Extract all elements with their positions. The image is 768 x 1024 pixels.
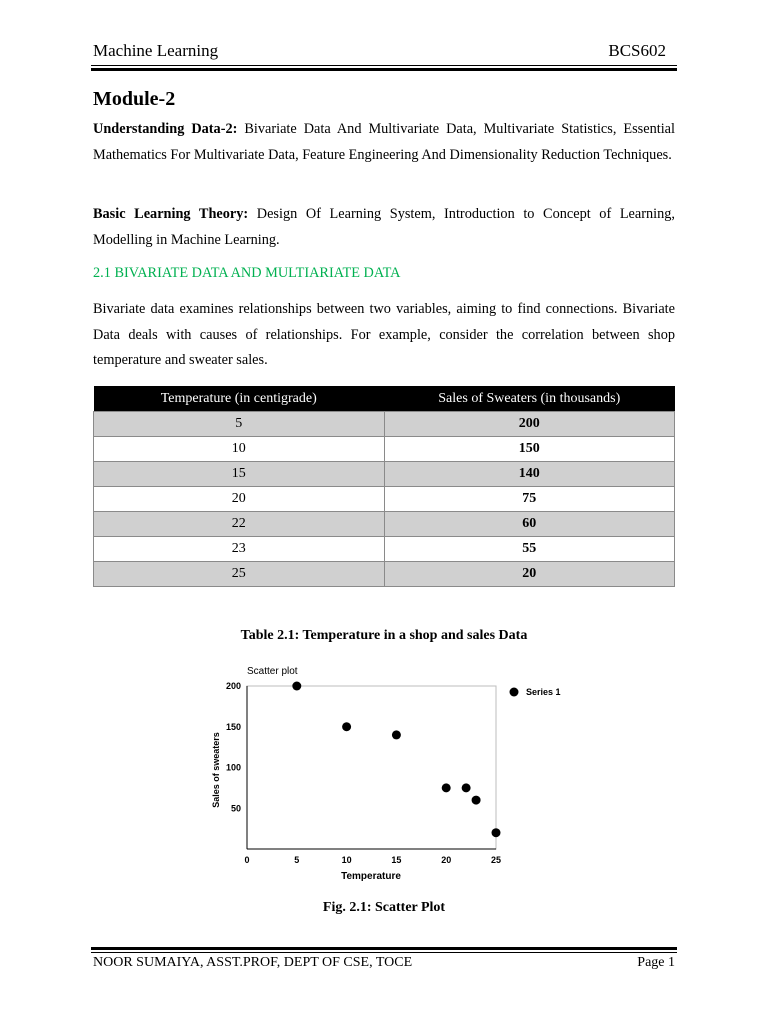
legend-label: Series 1 xyxy=(526,687,561,697)
chart-point xyxy=(462,783,471,792)
chart-plot-frame xyxy=(247,686,496,849)
chart-x-tick-label: 20 xyxy=(441,855,452,865)
header-rule-thick xyxy=(91,68,677,71)
table-row xyxy=(94,462,675,487)
table-header-row xyxy=(94,386,675,412)
chart-x-tick-label: 25 xyxy=(490,855,502,865)
chart-y-tick-label: 50 xyxy=(230,803,241,814)
chart-point xyxy=(442,783,451,792)
chart-y-tick-label: 150 xyxy=(225,721,241,732)
chart-point xyxy=(392,730,401,739)
chart-x-axis-label: Temperature xyxy=(341,871,401,882)
header-rule-thin xyxy=(91,65,677,66)
table-cell-sales: 60 xyxy=(384,512,675,537)
paragraph-text: Bivariate Data And Multivariate Data, Multivariate Statistics, Essential Mathematics For Multivariate Data, Feature Engineering And Dimensionality Reduction Techniques. xyxy=(93,121,675,163)
chart-title: Scatter plot xyxy=(247,666,298,677)
chart-ticks xyxy=(226,681,501,865)
chart-x-tick-label: 15 xyxy=(391,855,402,865)
chart-point xyxy=(292,682,301,691)
paragraph-understanding-data xyxy=(93,117,675,168)
paragraph-label: Understanding Data-2: xyxy=(93,121,238,137)
header-course-code: BCS602 xyxy=(608,41,666,60)
table-cell-sales: 140 xyxy=(384,462,675,487)
table-cell-sales: 200 xyxy=(384,412,675,437)
table-header-temperature: Temperature (in centigrade) xyxy=(94,386,385,412)
chart-x-tick-label: 10 xyxy=(341,855,352,865)
chart-plot-area xyxy=(247,686,496,849)
table-row xyxy=(94,437,675,462)
table-cell-temperature: 20 xyxy=(94,487,385,512)
section-heading: 2.1 BIVARIATE DATA AND MULTIARIATE DATA xyxy=(93,265,401,281)
table-cell-sales: 150 xyxy=(384,437,675,462)
chart-x-tick-label: 0 xyxy=(244,855,250,865)
module-title: Module-2 xyxy=(93,88,176,110)
table-row xyxy=(94,537,675,562)
figure-caption: Fig. 2.1: Scatter Plot xyxy=(322,900,446,915)
table-row xyxy=(94,512,675,537)
table-cell-temperature: 5 xyxy=(94,412,385,437)
header-course-title: Machine Learning xyxy=(93,41,219,60)
chart-points xyxy=(292,682,500,838)
table-caption: Table 2.1: Temperature in a shop and sales Data xyxy=(240,628,528,643)
chart-point xyxy=(492,828,501,837)
table-cell-sales: 20 xyxy=(384,562,675,587)
paragraph-bivariate-intro: Bivariate data examines relationships between two variables, aiming to find connections. Bivariate Data deals with causes of relationships. For example, consider the correlation between shop temperature and sweater sales. xyxy=(93,301,675,368)
paragraph-text: Design Of Learning System, Introduction to Concept of Learning, Modelling in Machine Learning. xyxy=(93,206,675,248)
table-row xyxy=(94,412,675,437)
table-cell-sales: 75 xyxy=(384,487,675,512)
page-header xyxy=(93,41,675,63)
chart-y-tick-label: 100 xyxy=(225,762,241,773)
table-header-sales: Sales of Sweaters (in thousands) xyxy=(384,386,675,412)
footer-rule-thin xyxy=(91,952,677,953)
chart-y-axis-label: Sales of sweaters xyxy=(211,732,221,808)
footer-page-number: Page 1 xyxy=(637,955,675,970)
scatter-chart xyxy=(205,658,575,884)
paragraph-label: Basic Learning Theory: xyxy=(93,206,249,222)
table-cell-temperature: 22 xyxy=(94,512,385,537)
chart-x-tick-label: 5 xyxy=(294,855,300,865)
chart-point xyxy=(472,796,481,805)
table-cell-temperature: 15 xyxy=(94,462,385,487)
footer-rule-thick xyxy=(91,947,677,950)
footer-author: NOOR SUMAIYA, ASST.PROF, DEPT OF CSE, TOCE xyxy=(93,955,413,970)
paragraph-basic-learning-theory xyxy=(93,202,675,253)
data-table xyxy=(93,386,675,587)
legend-marker xyxy=(510,688,519,697)
chart-legend xyxy=(510,687,561,697)
table-row xyxy=(94,487,675,512)
table-cell-temperature: 10 xyxy=(94,437,385,462)
table-cell-sales: 55 xyxy=(384,537,675,562)
table-cell-temperature: 25 xyxy=(94,562,385,587)
table-cell-temperature: 23 xyxy=(94,537,385,562)
table-row xyxy=(94,562,675,587)
chart-y-tick-label: 200 xyxy=(225,681,241,691)
chart-point xyxy=(342,722,351,731)
